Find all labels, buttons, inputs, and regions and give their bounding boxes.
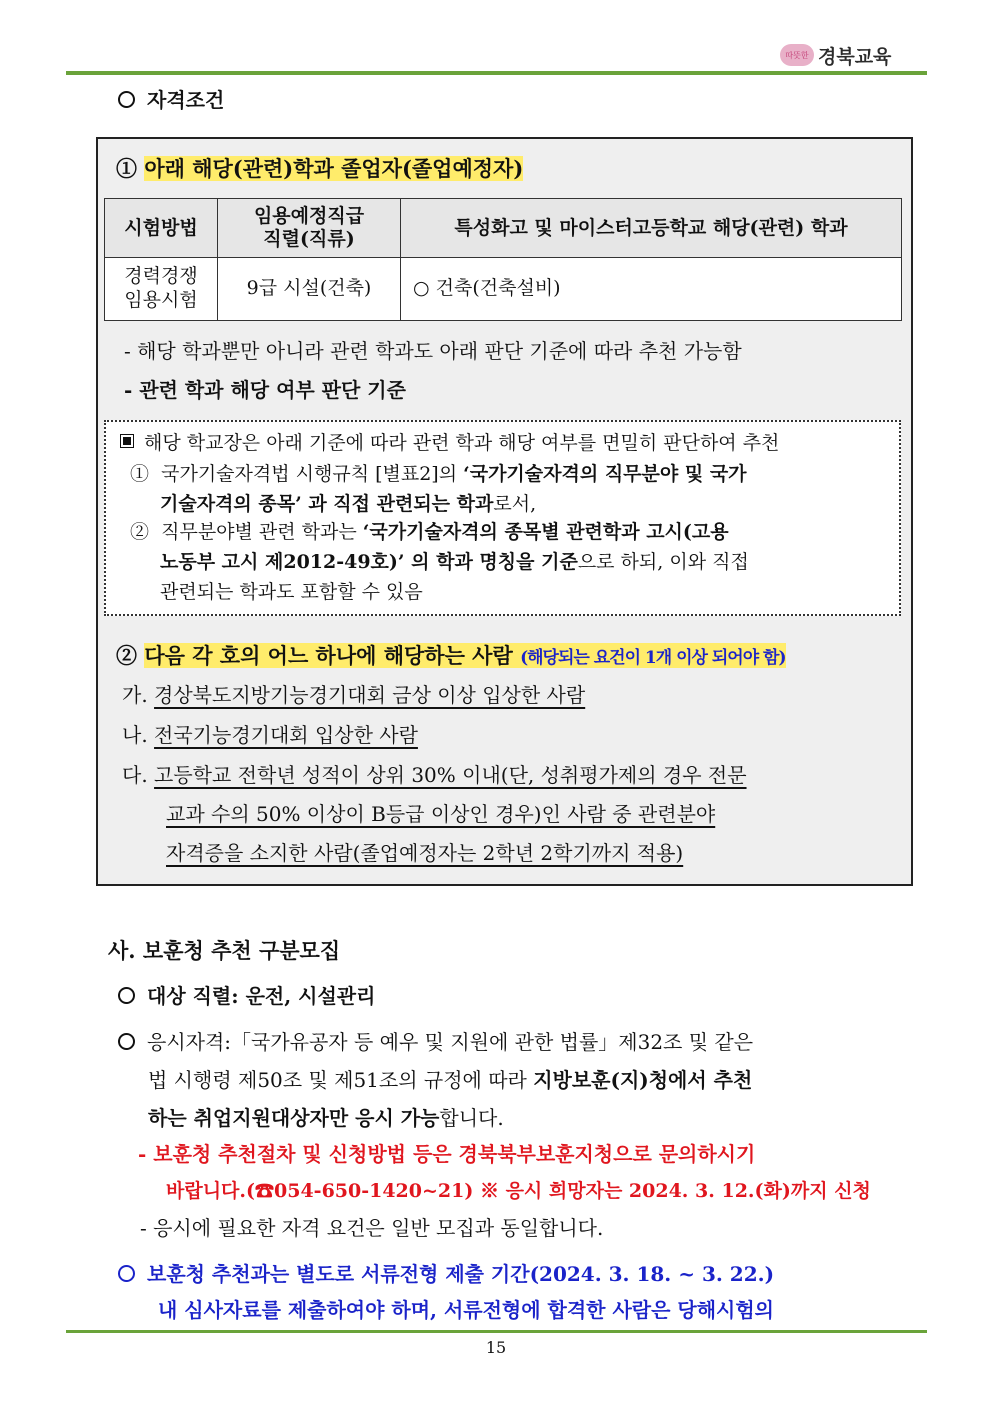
table-header: 임용예정직급 직렬(직류) <box>218 199 401 258</box>
list-item-cont: 교과 수의 50% 이상이 B등급 이상인 경우)인 사람 중 관련분야 <box>166 802 716 826</box>
notice-blue: 보훈청 추천과는 별도로 서류전형 제출 기간(2024. 3. 18. ~ 3. 22.) <box>118 1264 774 1284</box>
table-header: 특성화고 및 마이스터고등학교 해당(관련) 학과 <box>401 199 902 258</box>
section-2-title: 사. 보훈청 추천 구분모집 <box>108 938 341 963</box>
criteria-item-cont: 기술자격의 종목’ 과 직접 관련되는 학과로서, <box>160 493 537 515</box>
table-cell: 9급 시설(건축) <box>218 258 401 321</box>
table-row <box>105 258 902 321</box>
list-item: 다. 고등학교 전학년 성적이 상위 30% 이내(단, 성취평가제의 경우 전문 <box>122 763 747 787</box>
circle-bullet-icon <box>118 987 135 1004</box>
criteria-item-cont: 관련되는 학과도 포함할 수 있음 <box>160 581 423 603</box>
footer-rule <box>66 1330 927 1333</box>
logo-text: 경북교육 <box>818 45 892 68</box>
list-item: 나. 전국기능경기대회 입상한 사람 <box>122 723 418 747</box>
table-cell: 경력경쟁 임용시험 <box>105 258 218 321</box>
criteria-intro: 해당 학교장은 아래 기준에 따라 관련 학과 해당 여부를 면밀히 판단하여 추천 <box>120 434 779 453</box>
condition-1-heading: ① 아래 해당(관련)학과 졸업자(졸업예정자) <box>116 156 524 181</box>
criteria-item: ② 직무분야별 관련 학과는 ‘국가기술자격의 종목별 관련학과 고시(고용 <box>130 521 729 543</box>
condition-2-heading: ② 다음 각 호의 어느 하나에 해당하는 사람 (해당되는 요건이 1개 이상 되어야 함) <box>116 643 786 668</box>
table-header-row <box>105 199 902 258</box>
notice-red: - 보훈청 추천절차 및 신청방법 등은 경북북부보훈지청으로 문의하시기 <box>138 1142 756 1166</box>
page-number: 15 <box>485 1338 507 1357</box>
notice-red-cont: 바랍니다.(☎054-650-1420~21) ※ 응시 희망자는 2024. 3. 12.(화)까지 신청 <box>166 1180 871 1202</box>
notice-blue-cont: 내 심사자료를 제출하여야 하며, 서류전형에 합격한 사람은 당해시험의 <box>158 1298 774 1322</box>
table-cell: ○ 건축(건축설비) <box>401 258 902 321</box>
logo-badge: 따뜻한 <box>780 44 814 66</box>
eligibility-line-cont: 법 시행령 제50조 및 제51조의 규정에 따라 지방보훈(지)청에서 추천 <box>148 1068 753 1092</box>
note-line: - 해당 학과뿐만 아니라 관련 학과도 아래 판단 기준에 따라 추천 가능함 <box>124 339 742 363</box>
target-line: 대상 직렬: 운전, 시설관리 <box>118 986 375 1006</box>
same-requirement-line: - 응시에 필요한 자격 요건은 일반 모집과 동일합니다. <box>140 1216 604 1240</box>
square-bullet-icon <box>120 434 134 448</box>
criteria-item: ① 국가기술자격법 시행규칙 [별표2]의 ‘국가기술자격의 직무분야 및 국가 <box>130 463 747 485</box>
criteria-item-cont: 노동부 고시 제2012-49호)’ 의 학과 명칭을 기준으로 하되, 이와 직접 <box>160 551 749 573</box>
department-table <box>104 198 902 321</box>
eligibility-line-cont: 하는 취업지원대상자만 응시 가능합니다. <box>148 1106 504 1130</box>
list-item-cont: 자격증을 소지한 사람(졸업예정자는 2학년 2학기까지 적용) <box>166 841 684 865</box>
list-item: 가. 경상북도지방기능경기대회 금상 이상 입상한 사람 <box>122 683 586 707</box>
circle-bullet-icon <box>118 1033 135 1050</box>
table-header: 시험방법 <box>105 199 218 258</box>
section-title: 자격조건 <box>118 90 224 110</box>
circle-bullet-icon <box>118 1265 135 1282</box>
header-logo <box>780 40 891 70</box>
circle-bullet-icon <box>118 91 135 108</box>
header-rule <box>66 71 927 75</box>
note-heading: - 관련 학과 해당 여부 판단 기준 <box>124 378 406 402</box>
eligibility-line: 응시자격:「국가유공자 등 예우 및 지원에 관한 법률」제32조 및 같은 <box>118 1032 753 1052</box>
